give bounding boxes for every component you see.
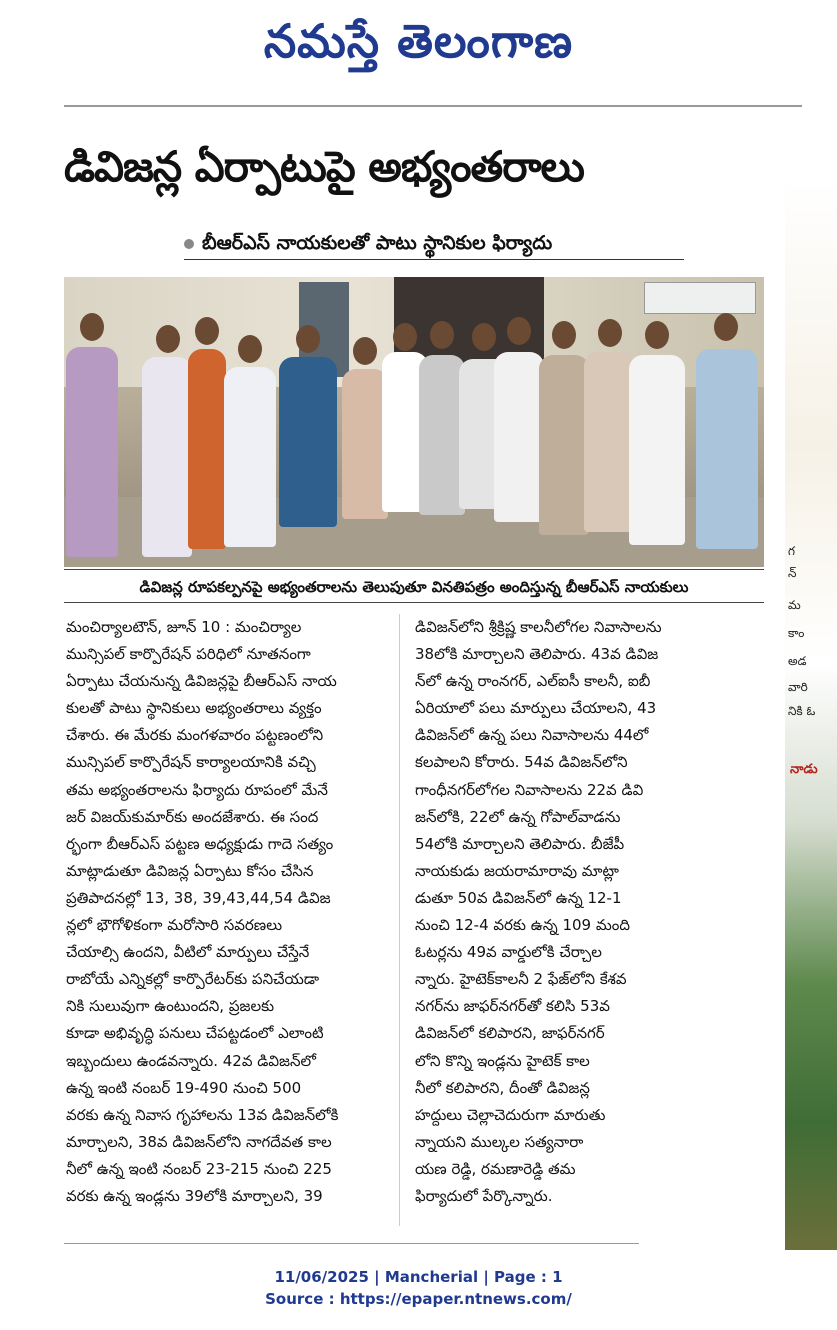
adjacent-article-line: నికి ఓ [788,704,816,718]
article-right-line: డివిజన్‌లోని శ్రీక్రిష్ణ కాలనీలోగల నివాసాలను [415,618,662,636]
adjacent-article-line: కాం [788,626,805,640]
article-left-line: తమ అభ్యంతరాలను ఫిర్యాదు రూపంలో మేనే [66,780,328,799]
article-right-line: 54లోకి మార్చాలని తెలిపారు. బీజేపీ [415,834,625,853]
top-rule [64,105,802,107]
person-figure [142,357,192,557]
article-right-line: లోని కొన్ని ఇండ్లను హైటెక్ కాల [415,1051,590,1070]
article-left-line: చేశారు. ఈ మేరకు మంగళవారం పట్టణంలోని [66,726,324,745]
article-column-left [66,614,386,1210]
bottom-rule [64,1243,639,1244]
article-right-line: డుతూ 50వ డివిజన్‌లో ఉన్న 12-1 [415,888,622,907]
article-left-line: కులతో పాటు స్థానికులు అభ్యంతరాలు వ్యక్తం [66,699,322,718]
person-figure [279,357,337,527]
article-right-line: కలపాలని కోరారు. 54వ డివిజన్‌లోని [415,753,628,772]
article-headline: డివిజన్ల ఏర్పాటుపై అభ్యంతరాలు [64,142,584,191]
article-right-line: నుంచి 12-4 వరకు ఉన్న 109 మంది [415,916,630,935]
article-right-line: ఓటర్లను 49వ వార్డులోకి చేర్చాల [415,943,602,962]
footer-source: Source : https://epaper.ntnews.com/ [265,1290,572,1308]
person-figure [696,349,758,549]
article-left-line: చేయాల్సి ఉందని, వీటిలో మార్పులు చేస్తేనే [66,943,310,962]
subhead-text: బీఆర్ఎస్ నాయకులతో పాటు స్థానికుల ఫిర్యాదు [202,232,553,254]
article-left-line: నికి సులువుగా ఉంటుందని, ప్రజలకు [66,997,275,1016]
person-head [80,313,104,341]
article-right-line: ఫిర్యాదులో పేర్కొన్నారు. [415,1186,553,1205]
article-left-line: నీలో ఉన్న ఇంటి నంబర్ 23-215 నుంచి 225 [66,1159,332,1178]
adjacent-article-line: వారి [788,680,808,694]
person-head [156,325,180,353]
article-column-right [415,614,735,1210]
person-head [195,317,219,345]
adjacent-article-line: అడ [788,654,807,668]
adjacent-article-line: న్ [788,566,797,580]
photo-signboard [644,282,756,314]
article-right-line: 38లోకి మార్చాలని తెలిపారు. 43వ డివిజ [415,645,659,664]
person-figure [224,367,276,547]
article-right-line: న్నారు. హైటెక్‌కాలనీ 2 ఫేజ్‌లోని కేశవ [415,970,627,989]
person-figure [494,352,544,522]
adjacent-article-line: గ [788,544,795,558]
article-left-line: ఇబ్బందులు ఉండవన్నారు. 42వ డివిజన్‌లో [66,1051,316,1070]
article-left-line: ప్రతిపాదనల్లో 13, 38, 39,43,44,54 డివిజ [66,888,331,907]
person-head [296,325,320,353]
person-head [645,321,669,349]
article-right-line: నాయకుడు జయరామారావు మాట్లా [415,861,619,880]
person-head [507,317,531,345]
footer-date-edition: 11/06/2025 | Mancherial | Page : 1 [274,1268,563,1286]
article-right-line: ఏరియాలో పలు మార్పులు చేయాలని, 43 [415,699,657,718]
article-left-line: మార్చాలని, 38వ డివిజన్‌లోని నాగదేవత కాల [66,1132,332,1151]
caption-rule-bottom [64,602,764,603]
page-footer [0,1266,837,1310]
masthead [0,0,837,90]
article-left-line: కూడా అభివృద్ధి పనులు చేపట్టడంలో ఎలాంటి [66,1024,324,1043]
person-figure [539,355,589,535]
article-subheadline [184,228,552,258]
person-head [552,321,576,349]
article-right-line: జన్‌లోకి, 22లో ఉన్న గోపాల్‌వాడను [415,807,621,826]
article-right-line: డివిజన్‌లో ఉన్న పలు నివాసాలను 44లో [415,726,649,745]
person-head [238,335,262,363]
article-right-line: గాంధీనగర్‌లోగల నివాసాలను 22వ డివి [415,780,644,799]
article-right-line: డివిజన్‌లో కలిపారని, జాఫర్‌నగర్ [415,1024,605,1043]
news-photo [64,277,764,567]
person-head [598,319,622,347]
adjacent-article-line: మ [788,598,801,612]
article-left-line: వరకు ఉన్న నివాస గృహాలను 13వ డివిజన్‌లోకి [66,1105,339,1124]
article-left-line: ఉన్న ఇంటి నంబర్ 19-490 నుంచి 500 [66,1078,302,1097]
article-right-line: హద్దులు చెల్లాచెదురుగా మారుతు [415,1105,606,1124]
person-figure [188,349,226,549]
article-left-line: ర్భంగా బీఆర్ఎస్ పట్టణ అధ్యక్షుడు గాదె సత్యం [66,834,334,853]
bullet-icon [184,239,194,249]
article-left-line: జర్ విజయ్‌కుమార్‌కు అందజేశారు. ఈ సంద [66,807,319,826]
person-head [472,323,496,351]
article-left-line: మున్సిపల్ కార్పొరేషన్ కార్యాలయానికి వచ్చి [66,753,316,772]
article-left-line: మాట్లాడుతూ డివిజన్ల ఏర్పాటు కోసం చేసిన [66,861,314,880]
person-figure [629,355,685,545]
subhead-underline [184,259,684,260]
adjacent-article-label: నాడు [790,762,818,777]
photo-caption: డివిజన్ల రూపకల్పనపై అభ్యంతరాలను తెలుపుతూ వినతిపత్రం అందిస్తున్న బీఆర్ఎస్ నాయకులు [139,578,689,596]
article-left-line: న్లలో భౌగోళికంగా మరోసారి సవరణలు [66,916,283,935]
article-right-line: న్‌లో ఉన్న రాంనగర్, ఎల్ఐసీ కాలనీ, ఐబీ [415,672,651,691]
newspaper-logo: నమస్తే తెలంగాణ [263,14,574,68]
person-figure [66,347,118,557]
article-left-line: మున్సిపల్ కార్పొరేషన్ పరిధిలో నూతనంగా [66,645,311,664]
article-left-line: వరకు ఉన్న ఇండ్లను 39లోకి మార్చాలని, 39 [66,1186,323,1205]
article-left-line: మంచిర్యాలటౌన్, జూన్ 10 : మంచిర్యాల [66,618,302,636]
person-head [393,323,417,351]
article-right-line: నీలో కలిపారని, దీంతో డివిజన్ల [415,1078,590,1097]
caption-rule-top [64,569,764,570]
article-left-line: ఏర్పాటు చేయనున్న డివిజన్లపై బీఆర్ఎస్ నాయ [66,672,337,691]
article-left-line: రాబోయే ఎన్నికల్లో కార్పొరేటర్‌కు పనిచేయడా [66,970,320,989]
article-right-line: న్నాయని ముల్కల సత్యనారా [415,1132,584,1151]
column-divider [399,614,400,1226]
article-right-line: యణ రెడ్డి, రమణారెడ్డి తమ [415,1159,576,1178]
person-head [430,321,454,349]
person-head [714,313,738,341]
article-right-line: నగర్‌ను జాఫర్‌నగర్‌తో కలిసి 53వ [415,997,610,1016]
person-head [353,337,377,365]
